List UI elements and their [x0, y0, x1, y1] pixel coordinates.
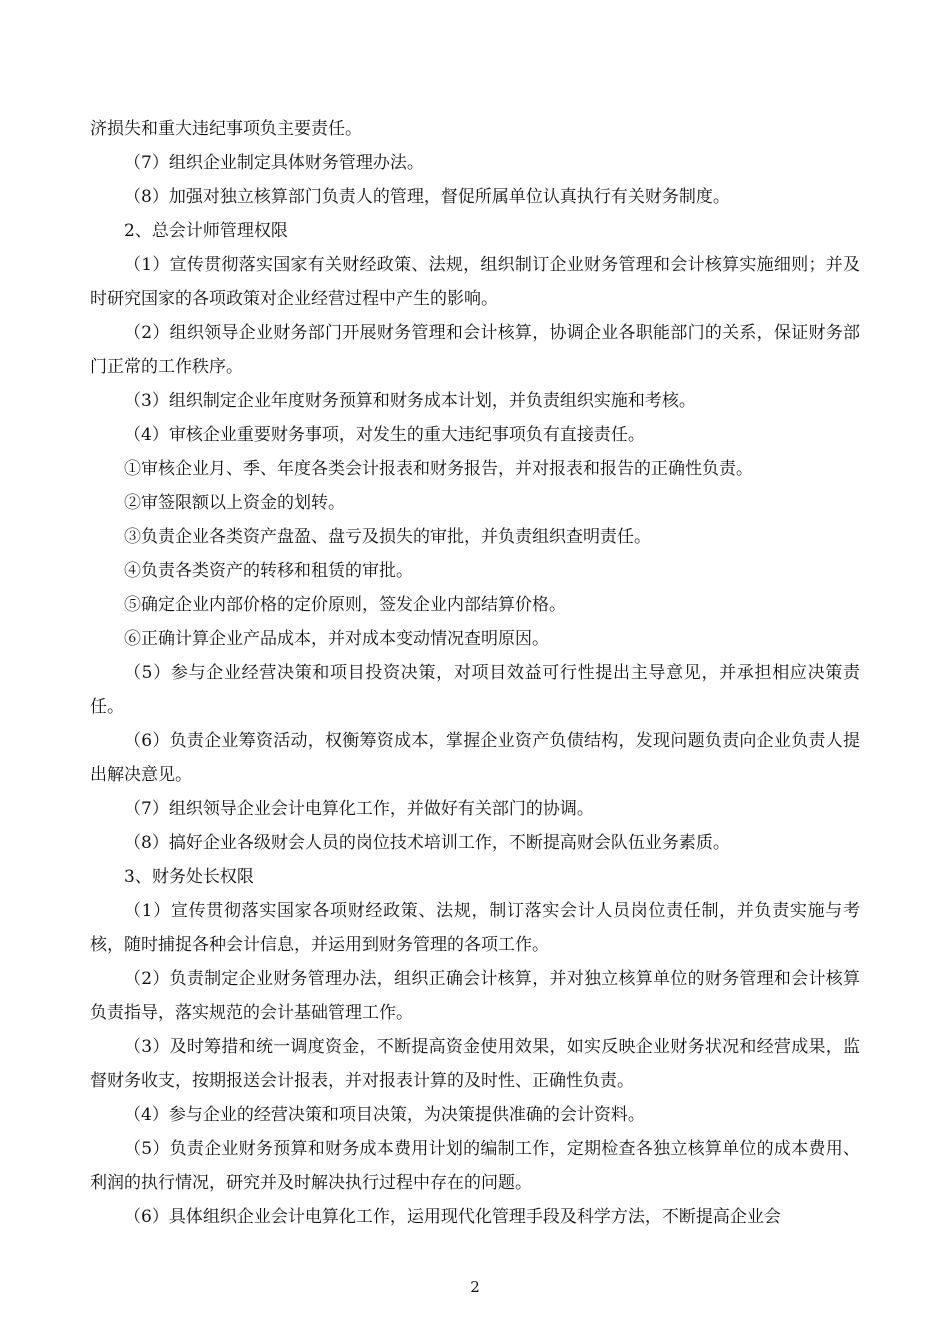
paragraph: 济损失和重大违纪事项负主要责任。	[90, 119, 362, 139]
paragraph: ④负责各类资产的转移和租赁的审批。	[124, 561, 413, 581]
paragraph: （1）宣传贯彻落实国家有关财经政策、法规，组织制订企业财务管理和会计核算实施细则；并及时研究国家的各项政策对企业经营过程中产生的影响。	[90, 255, 860, 309]
paragraph: （2）负责制定企业财务管理办法，组织正确会计核算，并对独立核算单位的财务管理和会计核算负责指导，落实规范的会计基础管理工作。	[90, 969, 860, 1023]
paragraph: （5）参与企业经营决策和项目投资决策，对项目效益可行性提出主导意见，并承担相应决策责任。	[90, 663, 860, 717]
paragraph: ①审核企业月、季、年度各类会计报表和财务报告，并对报表和报告的正确性负责。	[124, 459, 753, 479]
paragraph: ②审签限额以上资金的划转。	[124, 493, 345, 513]
document-body	[90, 112, 860, 1234]
paragraph: ⑥正确计算企业产品成本，并对成本变动情况查明原因。	[124, 629, 549, 649]
paragraph: （4）参与企业的经营决策和项目决策，为决策提供准确的会计资料。	[124, 1105, 645, 1125]
paragraph: （5）负责企业财务预算和财务成本费用计划的编制工作，定期检查各独立核算单位的成本费用、利润的执行情况，研究并及时解决执行过程中存在的问题。	[90, 1139, 860, 1193]
paragraph: ③负责企业各类资产盘盈、盘亏及损失的审批，并负责组织查明责任。	[124, 527, 651, 547]
paragraph: 2、总会计师管理权限	[124, 221, 288, 241]
paragraph: ⑤确定企业内部价格的定价原则，签发企业内部结算价格。	[124, 595, 566, 615]
paragraph: （7）组织领导企业会计电算化工作，并做好有关部门的协调。	[124, 799, 594, 819]
paragraph: （3）组织制定企业年度财务预算和财务成本计划，并负责组织实施和考核。	[124, 391, 696, 411]
paragraph: （8）搞好企业各级财会人员的岗位技术培训工作，不断提高财会队伍业务素质。	[124, 833, 730, 853]
paragraph: （6）具体组织企业会计电算化工作，运用现代化管理手段及科学方法，不断提高企业会	[124, 1207, 781, 1227]
paragraph: （8）加强对独立核算部门负责人的管理，督促所属单位认真执行有关财务制度。	[124, 187, 730, 207]
paragraph: （3）及时筹措和统一调度资金，不断提高资金使用效果，如实反映企业财务状况和经营成果，监督财务收支，按期报送会计报表，并对报表计算的及时性、正确性负责。	[90, 1037, 860, 1091]
paragraph: （4）审核企业重要财务事项，对发生的重大违纪事项负有直接责任。	[124, 425, 645, 445]
paragraph: （2）组织领导企业财务部门开展财务管理和会计核算，协调企业各职能部门的关系，保证财务部门正常的工作秩序。	[90, 323, 860, 377]
paragraph: （6）负责企业筹资活动，权衡筹资成本，掌握企业资产负债结构，发现问题负责向企业负责人提出解决意见。	[90, 731, 860, 785]
paragraph: （1）宣传贯彻落实国家各项财经政策、法规，制订落实会计人员岗位责任制，并负责实施与考核，随时捕捉各种会计信息，并运用到财务管理的各项工作。	[90, 901, 860, 955]
page-number: 2	[470, 1278, 480, 1296]
paragraph: （7）组织企业制定具体财务管理办法。	[124, 153, 424, 173]
paragraph: 3、财务处长权限	[124, 867, 254, 887]
